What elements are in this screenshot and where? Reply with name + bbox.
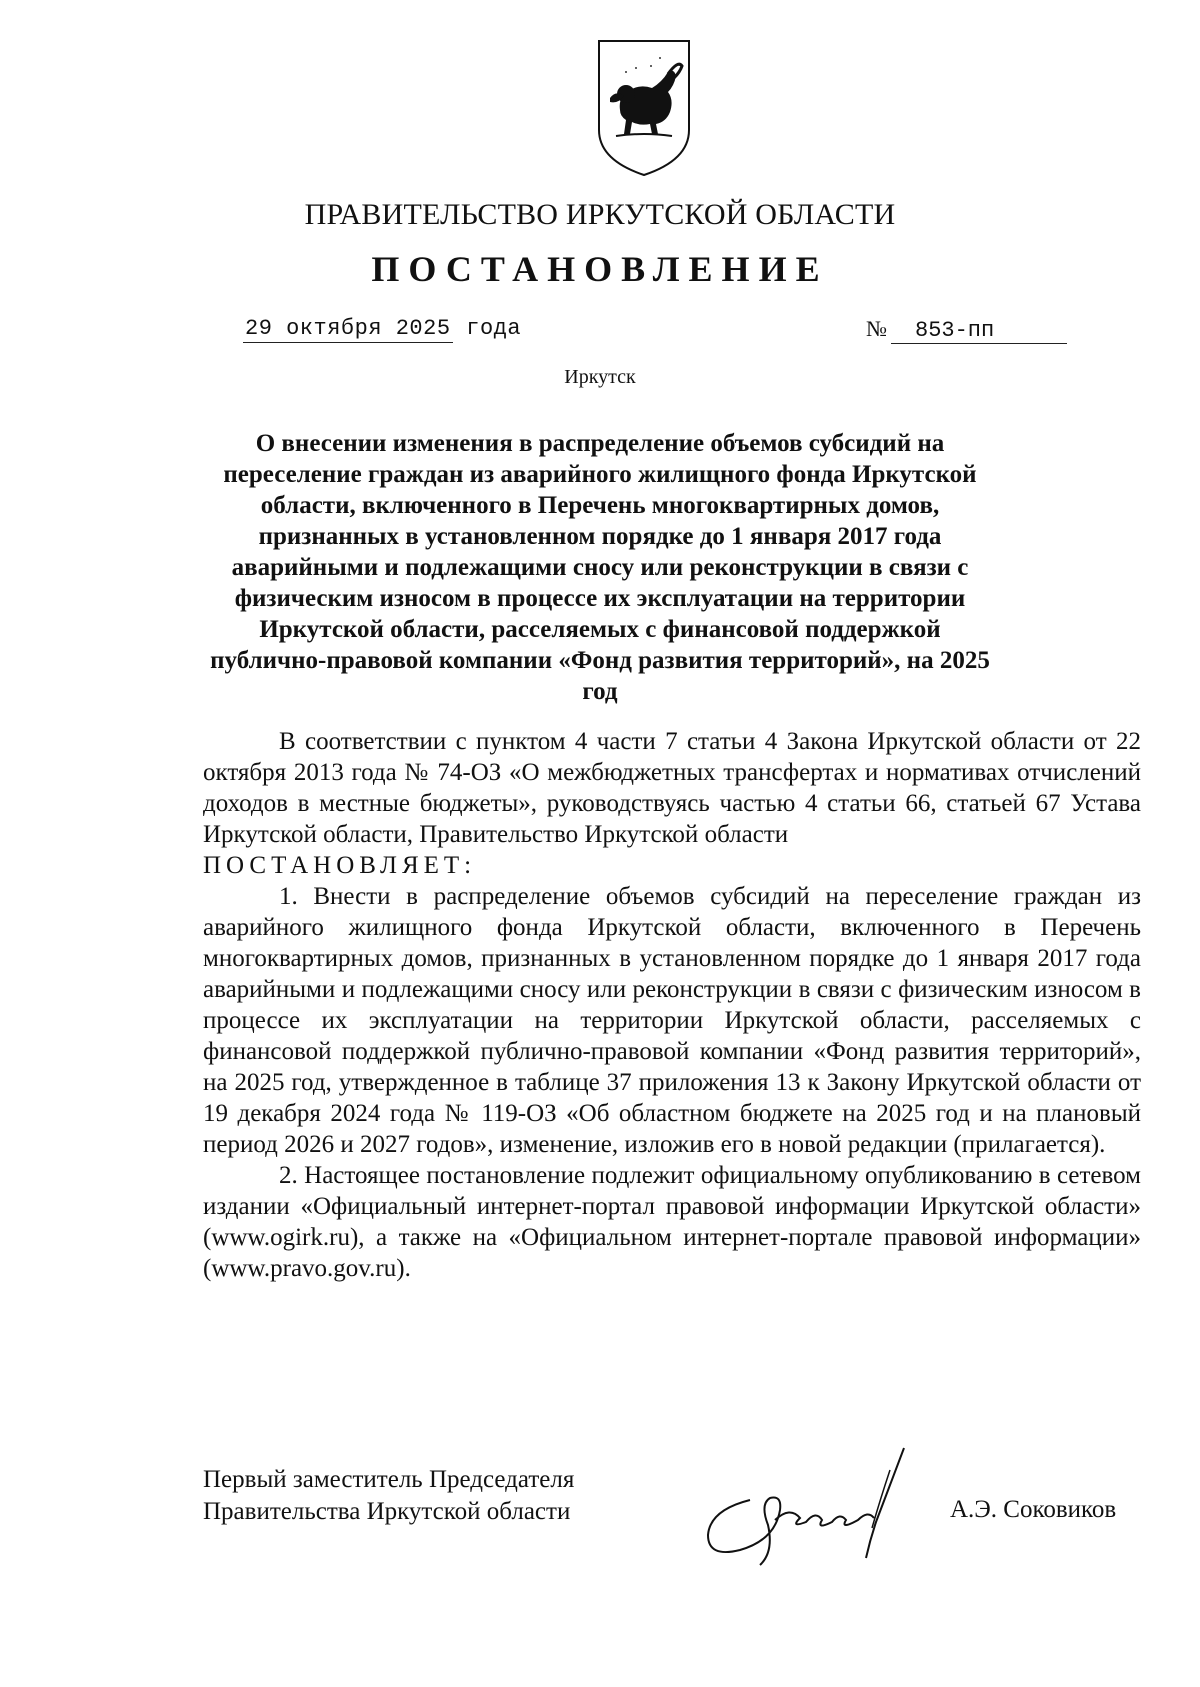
handwritten-signature-icon <box>690 1440 940 1570</box>
date-suffix: года <box>452 316 522 341</box>
position-line-1: Первый заместитель Председателя <box>203 1466 575 1493</box>
preamble-paragraph: В соответствии с пунктом 4 части 7 статьи 4 Закона Иркутской области от 22 октября 2013 года № 74-ОЗ «О межбюджетных трансфертах и нормативах отчислений доходов в местные бюджеты», руководствуясь частью 4 статьи 66, статьей 67 Устава Иркутской области, Правительство Иркутской области <box>203 728 1141 848</box>
item-1-paragraph: 1. Внести в распределение объемов субсидий на переселение граждан из аварийного жилищного фонда Иркутской области, включенного в Перечень многоквартирных домов, признанных в установленном порядке до 1 января 2017 года аварийными и подлежащими сносу или реконструкции в связи с физическим износом в процессе их эксплуатации на территории Иркутской области, расселяемых с финансовой поддержкой публично-правовой компании «Фонд развития территорий», на 2025 год, утвержденное в таблице 37 приложения 13 к Закону Иркутской области от 19 декабря 2024 года № 119-ОЗ «Об областном бюджете на 2025 год и на плановый период 2026 и 2027 годов», изменение, изложив его в новой редакции (прилагается). <box>203 883 1141 1158</box>
document-date <box>243 316 521 341</box>
date-value: 29 октября 2025 <box>245 316 451 341</box>
number-sign: № <box>866 316 887 341</box>
number-value: 853-пп <box>891 318 1067 344</box>
signatory-name: А.Э. Соковиков <box>950 1496 1117 1523</box>
position-line-2: Правительства Иркутской области <box>203 1498 571 1525</box>
item-2-paragraph: 2. Настоящее постановление подлежит официальному опубликованию в сетевом издании «Официальный интернет-портал правовой информации Иркутской области» (www.ogirk.ru), а также на «Официальном интернет-портале правовой информации» (www.pravo.gov.ru). <box>203 1162 1141 1282</box>
resolves-heading: ПОСТАНОВЛЯЕТ: <box>203 852 477 879</box>
coat-of-arms-icon <box>596 38 692 178</box>
signatory-position <box>203 1464 574 1528</box>
document-subject: О внесении изменения в распределение объемов субсидий на переселение граждан из аварийного жилищного фонда Иркутской области, включенного в Перечень многоквартирных домов, признанных в установленном порядке до 1 января 2017 года аварийными и подлежащими сносу или реконструкции в связи с физическим износом в процессе их эксплуатации на территории Иркутской области, расселяемых с финансовой поддержкой публично-правовой компании «Фонд развития территорий», на 2025 год <box>210 430 990 705</box>
document-type-title: ПОСТАНОВЛЕНИЕ <box>371 249 829 289</box>
city-name: Иркутск <box>564 366 636 388</box>
document-number <box>866 316 1067 344</box>
government-title: ПРАВИТЕЛЬСТВО ИРКУТСКОЙ ОБЛАСТИ <box>304 198 896 231</box>
document-body <box>203 726 1141 1284</box>
